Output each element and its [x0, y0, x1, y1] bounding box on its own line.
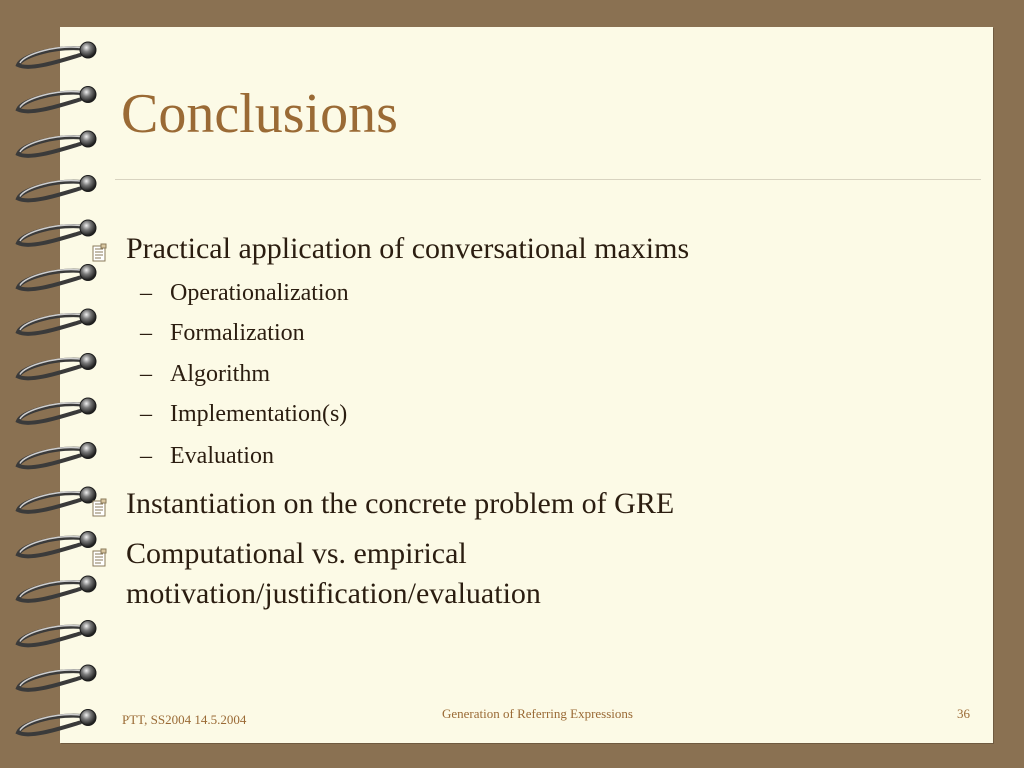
note-bullet-icon — [92, 498, 108, 518]
spiral-coil — [18, 309, 96, 334]
sub-bullet-formalization — [140, 318, 305, 348]
spiral-coil — [18, 710, 96, 735]
dash: – — [140, 361, 152, 387]
spiral-coil — [18, 532, 96, 557]
sub-bullet-text: Evaluation — [170, 443, 274, 469]
spiral-coil — [18, 398, 96, 423]
sub-bullet-implementation — [140, 399, 347, 429]
bullet-practical-application: Practical application of conversational maxims — [126, 232, 690, 265]
title-divider — [115, 179, 981, 180]
bullet-computational-vs-empirical: Computational vs. empirical — [126, 537, 467, 570]
dash: – — [140, 280, 152, 306]
page-number: 36 — [957, 706, 970, 721]
footer-title: Generation of Referring Expressions — [442, 706, 633, 721]
note-bullet-icon — [92, 243, 108, 263]
spiral-coil — [18, 176, 96, 201]
sub-bullet-operationalization — [140, 278, 349, 308]
note-bullet-icon — [92, 548, 108, 568]
spiral-coil — [18, 42, 96, 67]
bullet-continuation: motivation/justification/evaluation — [126, 577, 541, 610]
dash: – — [140, 320, 152, 346]
sub-bullet-text: Algorithm — [170, 361, 270, 387]
spiral-coil — [18, 131, 96, 156]
sub-bullet-text: Formalization — [170, 320, 305, 346]
spiral-coil — [18, 443, 96, 468]
sub-bullet-algorithm — [140, 359, 270, 389]
spiral-coil — [18, 621, 96, 646]
slide-title: Conclusions — [121, 83, 398, 145]
sub-bullet-text: Implementation(s) — [170, 401, 348, 427]
dash: – — [140, 401, 152, 427]
dash: – — [140, 443, 152, 469]
spiral-coil — [18, 354, 96, 379]
bullet-instantiation-gre: Instantiation on the concrete problem of GRE — [126, 487, 675, 520]
spiral-coil — [18, 576, 96, 601]
spiral-coil — [18, 265, 96, 290]
spiral-coil — [18, 220, 96, 245]
footer-course-date: PTT, SS2004 14.5.2004 — [122, 712, 247, 727]
spiral-coil — [18, 665, 96, 690]
spiral-coil — [18, 87, 96, 112]
spiral-coil — [18, 487, 96, 512]
sub-bullet-text: Operationalization — [170, 280, 349, 306]
sub-bullet-evaluation — [140, 441, 274, 471]
spiral-binding — [0, 0, 110, 768]
